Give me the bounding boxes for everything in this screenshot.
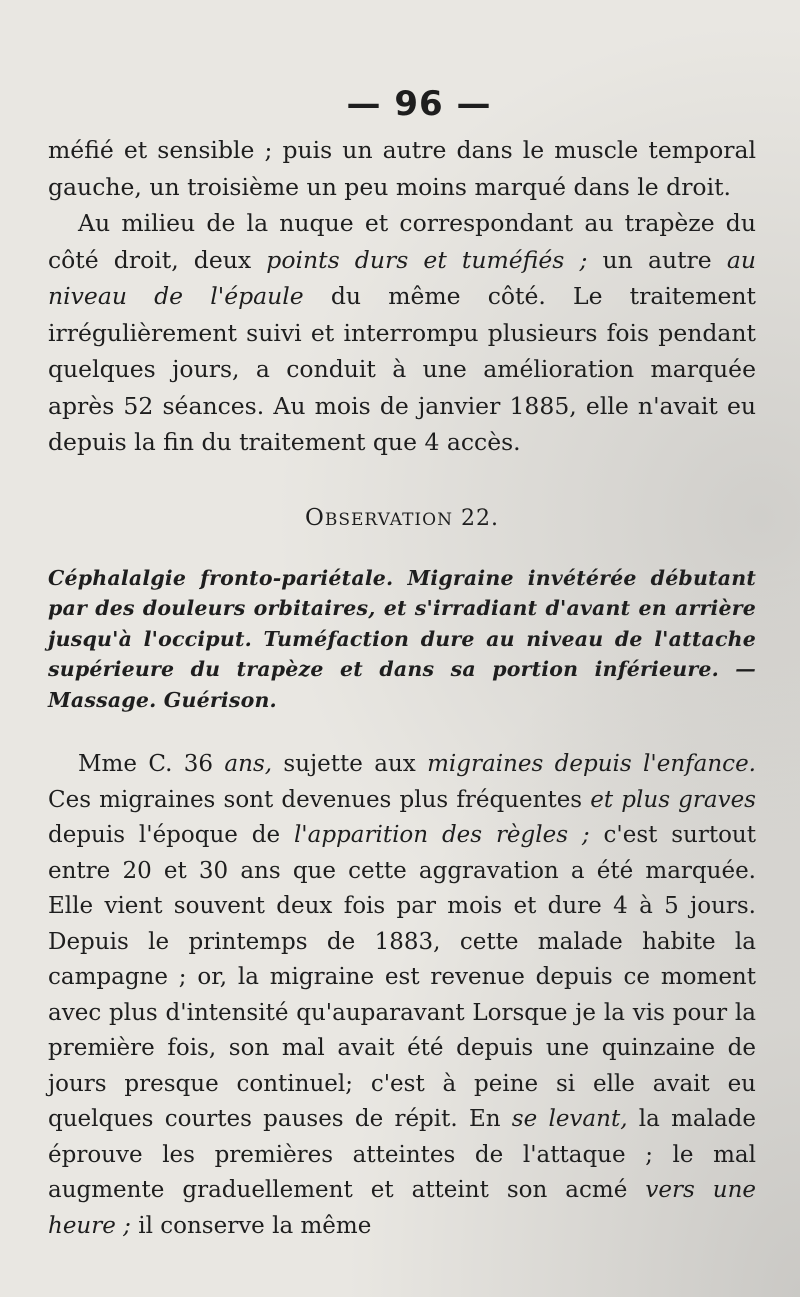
italic-phrase: au niveau de l'épaule (48, 245, 756, 310)
italic-phrase: vers une heure ; (48, 1177, 756, 1239)
observation-heading (48, 503, 756, 535)
body-text: la malade éprouve les premières atteintes de l'attaque ; le mal augmente graduellement et atteint son acmé (48, 1106, 757, 1203)
summary-part: Tuméfaction dure au niveau de l'attache supérieure du trapèze et dans sa portion inférieure. — Massage. Guérison. (48, 626, 756, 712)
body-text: Mme C. 36 (78, 751, 225, 777)
observation-number: 22. (460, 505, 499, 531)
body-text: depuis l'époque de (48, 822, 294, 848)
heading-smallcaps: BSERVATION (324, 509, 453, 530)
page-number: — 96 — (346, 84, 492, 124)
observation-summary (48, 563, 756, 716)
summary-part: Céphalalgie fronto-pariétale. (48, 565, 394, 590)
observation-body (48, 747, 756, 1244)
body-text: sujette aux (272, 751, 428, 777)
paragraph-continuation (48, 132, 756, 205)
italic-phrase: migraines depuis l'enfance. (427, 751, 756, 777)
body-text: c'est surtout entre 20 et 30 ans que cette aggravation a été marquée. Elle vient souvent deux fois par mois et dure 4 à 5 jours. Depuis le printemps de 1883, cette malade habite la campagne ; or, la migraine est revenue depuis ce moment avec plus d'intensité qu'auparavant Lorsque je la vis pour la première fois, son mal avait été depuis une quinzaine de jours presque continuel; c'est à peine si elle avait eu quelques courtes pauses de répit. En (48, 822, 756, 1132)
italic-phrase: points durs et tuméfiés ; (266, 245, 588, 274)
italic-phrase: l'apparition des règles ; (293, 822, 590, 848)
book-page (48, 82, 756, 1244)
paragraph-nuque (48, 205, 756, 461)
paragraph-text: un autre (587, 245, 727, 274)
heading-capital: O (305, 504, 325, 531)
italic-phrase: et plus graves (590, 786, 756, 813)
paragraph-text: du même côté. Le traitement irrégulièrement suivi et interrompu plusieurs fois pendant quelques jours, a conduit à une amélioration marquée après 52 séances. Au mois de janvier 1885, elle n'avait eu depuis la fin du traitement que 4 accès. (48, 282, 756, 456)
italic-phrase: se levant, (511, 1106, 628, 1132)
italic-phrase: ans, (224, 751, 273, 777)
summary-part: Migraine invétérée débutant par des douleurs orbitaires, et s'irradiant d'avant en arrière jusqu'à l'occiput. (48, 565, 756, 651)
paragraph-text: méfié et sensible ; puis un autre dans le muscle temporal gauche, un troisième un peu moins marqué dans le droit. (48, 136, 756, 201)
body-text: il conserve la même (130, 1212, 372, 1239)
body-text: Ces migraines sont devenues plus fréquentes (48, 786, 591, 813)
paragraph-text: Au milieu de la nuque et correspondant au trapèze du côté droit, deux (48, 209, 756, 274)
